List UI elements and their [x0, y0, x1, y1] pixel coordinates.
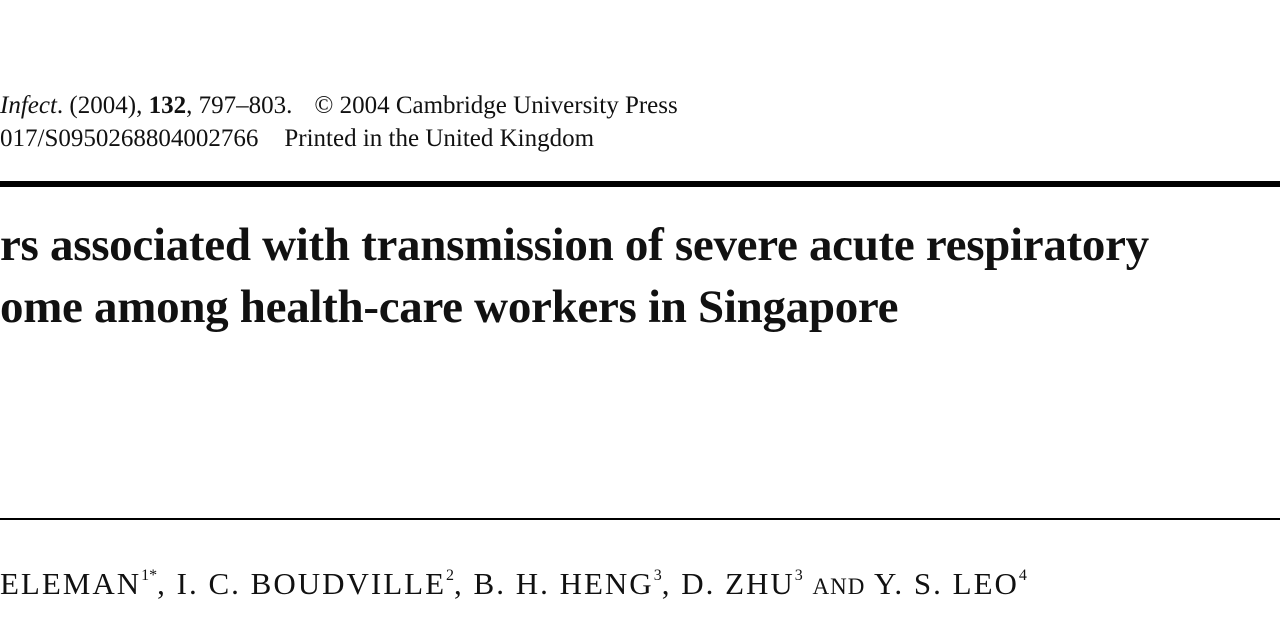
doi: 017/S0950268804002766: [0, 125, 259, 152]
author-4-affiliation: 3: [794, 567, 803, 584]
authors-rule: [0, 518, 1280, 520]
journal-pages: , 797–803.: [186, 92, 293, 119]
journal-year: (2004),: [69, 92, 143, 119]
doi-line: [0, 123, 594, 155]
author-1-affiliation: 1*: [141, 567, 158, 584]
title-line-2: ome among health-care workers in Singapore: [0, 281, 899, 333]
title-line-1: rs associated with transmission of severe acute respiratory: [0, 219, 1149, 271]
printed-notice: Printed in the United Kingdom: [284, 125, 595, 152]
author-3-affiliation: 3: [653, 567, 662, 584]
author-5: Y. S. LEO: [874, 566, 1019, 601]
citation-line: [0, 90, 678, 122]
journal-period: .: [56, 92, 64, 119]
author-1: ELEMAN: [0, 566, 142, 601]
author-5-affiliation: 4: [1018, 567, 1027, 584]
author-4: , D. ZHU: [661, 566, 795, 601]
author-2-affiliation: 2: [446, 567, 455, 584]
and-conjunction: AND: [812, 574, 866, 599]
header-rule: [0, 181, 1280, 187]
author-list: [0, 556, 1027, 607]
journal-volume: 132: [148, 92, 187, 119]
author-3: , B. H. HENG: [454, 566, 654, 601]
journal-name: Infect: [0, 92, 57, 119]
article-title: [0, 214, 1280, 338]
author-2: , I. C. BOUDVILLE: [157, 566, 447, 601]
copyright-notice: © 2004 Cambridge University Press: [314, 92, 678, 119]
